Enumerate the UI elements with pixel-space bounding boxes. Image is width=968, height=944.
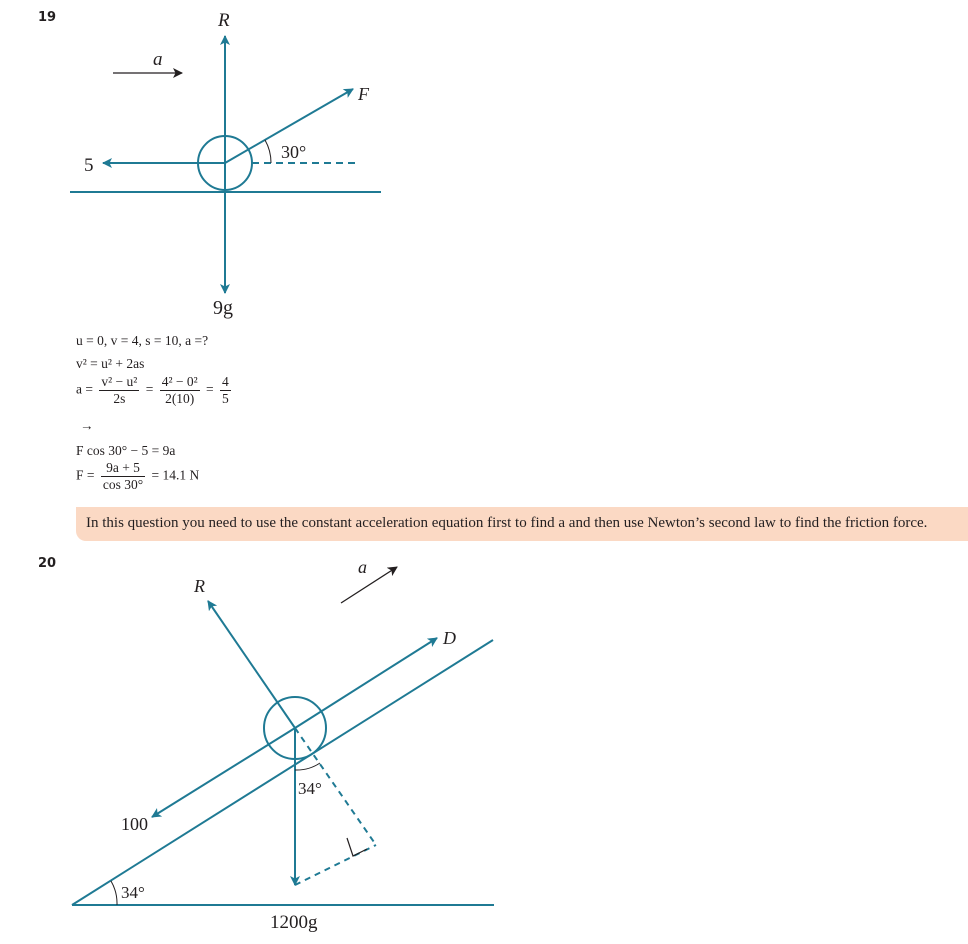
question-number-19: 19 [38, 10, 57, 25]
slope-line [72, 640, 493, 905]
question-number-20: 20 [38, 556, 57, 571]
F-equals: F = [76, 467, 95, 483]
tip-text: In this question you need to use the constant acceleration equation first to find a and then use Newton’s second law to find the friction force. [86, 515, 928, 531]
label-weight: 9g [213, 297, 233, 319]
label-angle: 30° [281, 142, 307, 162]
fraction-F-num: 9a + 5 [101, 460, 145, 477]
label-five: 5 [84, 155, 94, 176]
working-line-1: u = 0, v = 4, s = 10, a =? [76, 333, 209, 348]
label-R: R [218, 10, 230, 31]
a-equals: a = [76, 381, 93, 397]
equals-1: = [145, 381, 154, 397]
fraction-substituted [160, 374, 200, 407]
angle-arc [265, 140, 271, 163]
label-D: D [443, 628, 456, 648]
working-line-5 [76, 460, 199, 493]
label-F: F [358, 84, 369, 104]
working-line-4: F cos 30° − 5 = 9a [76, 443, 176, 458]
fraction-F-den: cos 30° [102, 477, 144, 492]
fraction-substituted-den: 2(10) [165, 391, 195, 406]
working-line-3 [76, 374, 234, 407]
fraction-F [101, 460, 145, 493]
fraction-formula [99, 374, 139, 407]
fraction-formula-den: 2s [113, 391, 126, 406]
working-line-2: v² = u² + 2as [76, 356, 145, 371]
fraction-substituted-num: 4² − 0² [161, 374, 198, 389]
fraction-result-num: 4 [222, 374, 229, 389]
drive-arrow [295, 638, 437, 728]
tip-box [76, 507, 968, 541]
angle-arc-top [295, 763, 320, 770]
label-a: a [153, 49, 163, 70]
label-weight-20: 1200g [270, 912, 318, 933]
equals-2: = [206, 381, 214, 397]
label-100: 100 [121, 814, 148, 834]
F-result: = 14.1 N [151, 467, 200, 483]
fraction-result [220, 374, 231, 407]
acceleration-arrow-20 [341, 567, 397, 603]
fraction-formula-num: v² − u² [101, 374, 138, 389]
force-diagram-19 [0, 0, 968, 330]
label-R-20: R [194, 576, 205, 596]
label-angle-top: 34° [298, 779, 322, 798]
fraction-result-den: 5 [222, 391, 229, 406]
label-a-20: a [358, 557, 367, 577]
angle-arc-base [111, 881, 117, 905]
direction-arrow: → [80, 418, 94, 433]
resistance-arrow [152, 728, 295, 817]
reaction-arrow-20 [208, 601, 295, 728]
label-angle-base: 34° [121, 883, 145, 902]
force-diagram-20 [0, 550, 968, 944]
